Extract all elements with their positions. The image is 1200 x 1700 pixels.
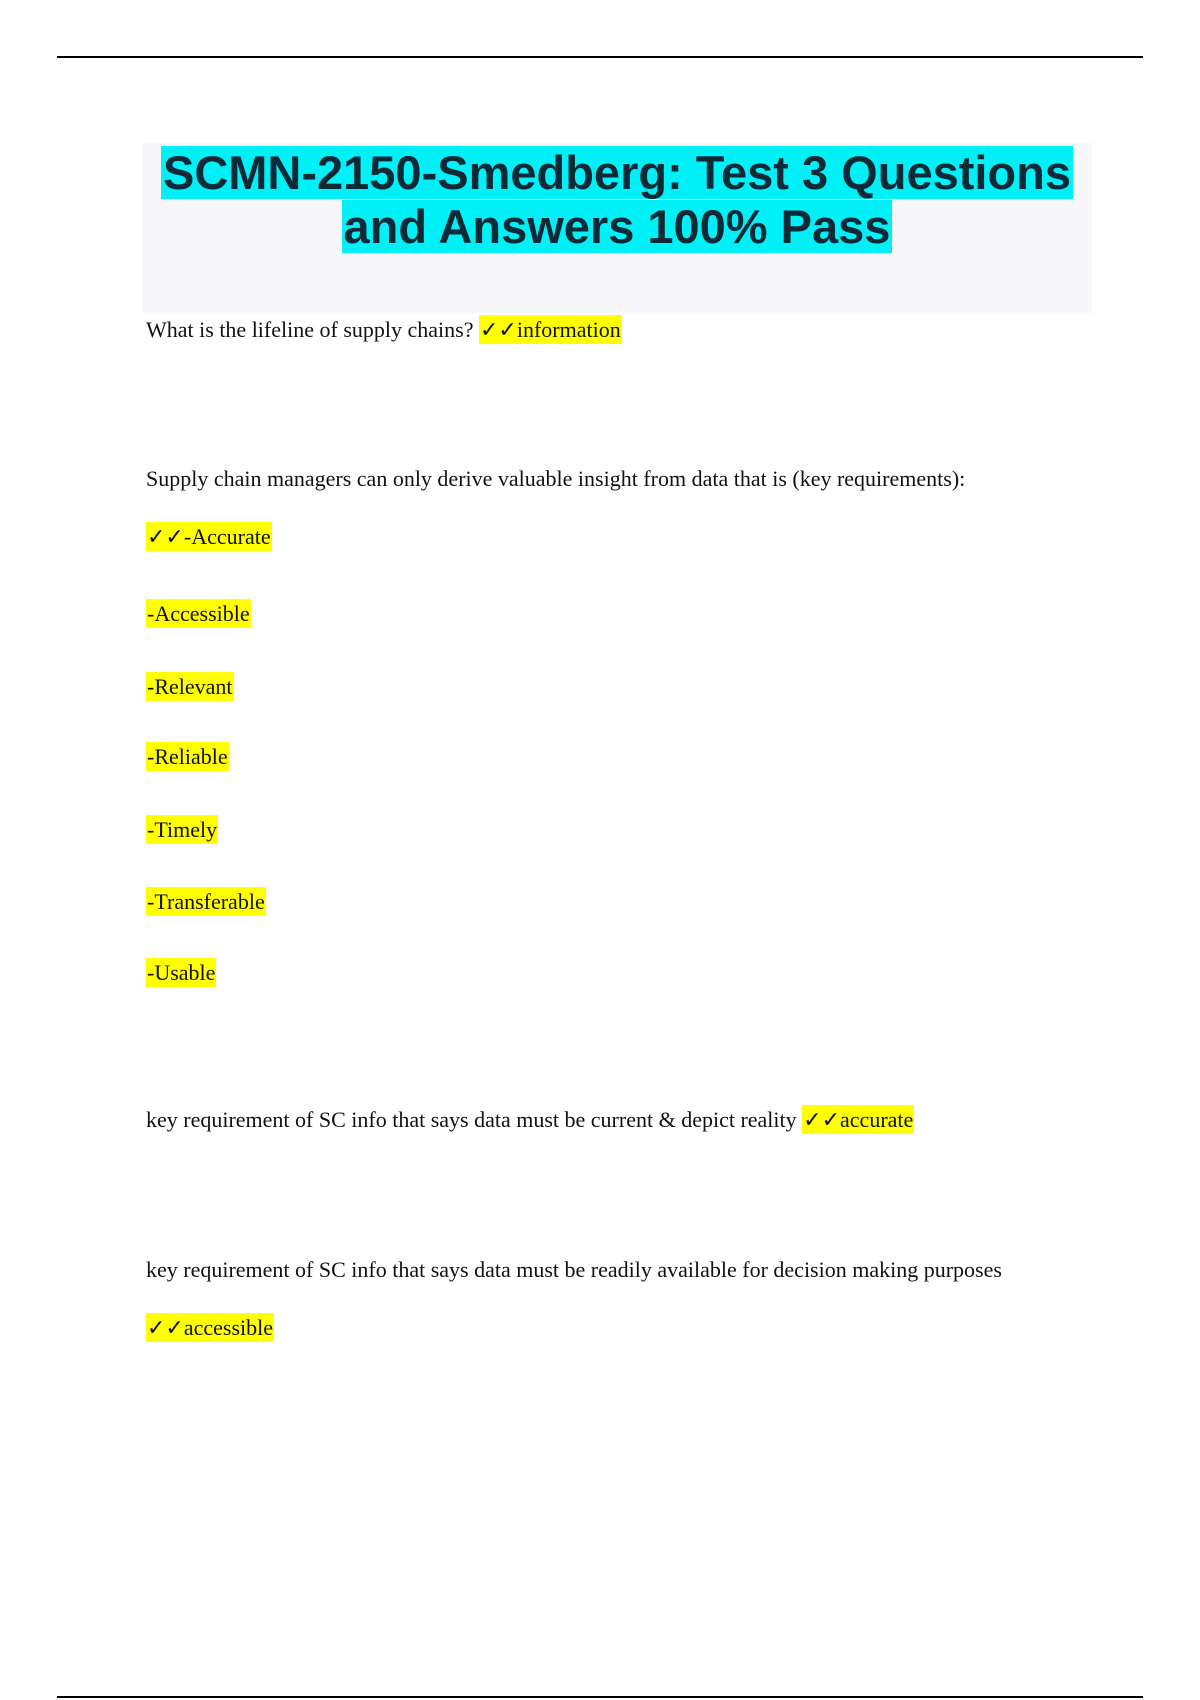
- answer-highlight: [802, 1105, 914, 1134]
- question-text: key requirement of SC info that says data must be current & depict reality: [146, 1107, 797, 1132]
- answer-text: accessible: [183, 1315, 274, 1340]
- answer-item: [146, 1314, 274, 1343]
- answer-text: -Accessible: [147, 601, 250, 626]
- answer-item: [146, 743, 229, 771]
- answer-text: -Reliable: [147, 744, 228, 769]
- answer-text: accurate: [840, 1107, 914, 1132]
- answer-item: [146, 523, 272, 552]
- double-check-icon: ✓✓: [147, 525, 184, 550]
- qa-item-2-question: Supply chain managers can only derive valuable insight from data that is (key requirements):: [146, 466, 966, 491]
- answer-item: [146, 673, 234, 701]
- answer-highlight: [146, 1313, 274, 1342]
- answer-item: [146, 600, 251, 628]
- double-check-icon: ✓✓: [479, 318, 517, 343]
- answer-text: -Relevant: [147, 674, 233, 699]
- answer-item: [146, 959, 216, 987]
- answer-text: -Timely: [147, 817, 218, 842]
- answer-text: information: [516, 317, 621, 342]
- answer-text: -Transferable: [147, 889, 265, 914]
- answer-text: -Usable: [147, 960, 216, 985]
- answer-item: [146, 888, 266, 916]
- qa-item-3: [146, 1106, 914, 1135]
- bottom-rule: [57, 1696, 1143, 1698]
- question-text: What is the lifeline of supply chains?: [146, 317, 474, 342]
- qa-item-4-question: key requirement of SC info that says data must be readily available for decision making purposes: [146, 1257, 1002, 1282]
- title-line-1: SCMN-2150-Smedberg: Test 3 Questions: [162, 146, 1071, 199]
- answer-highlight: [479, 315, 622, 344]
- title-line-2: and Answers 100% Pass: [343, 200, 891, 253]
- answer-text: -Accurate: [183, 524, 271, 549]
- qa-item-1: [146, 316, 622, 345]
- document-title: [142, 146, 1092, 254]
- answer-highlight: [146, 522, 272, 551]
- answer-item: [146, 816, 218, 844]
- double-check-icon: ✓✓: [803, 1108, 841, 1133]
- top-rule: [57, 56, 1143, 58]
- double-check-icon: ✓✓: [147, 1316, 184, 1341]
